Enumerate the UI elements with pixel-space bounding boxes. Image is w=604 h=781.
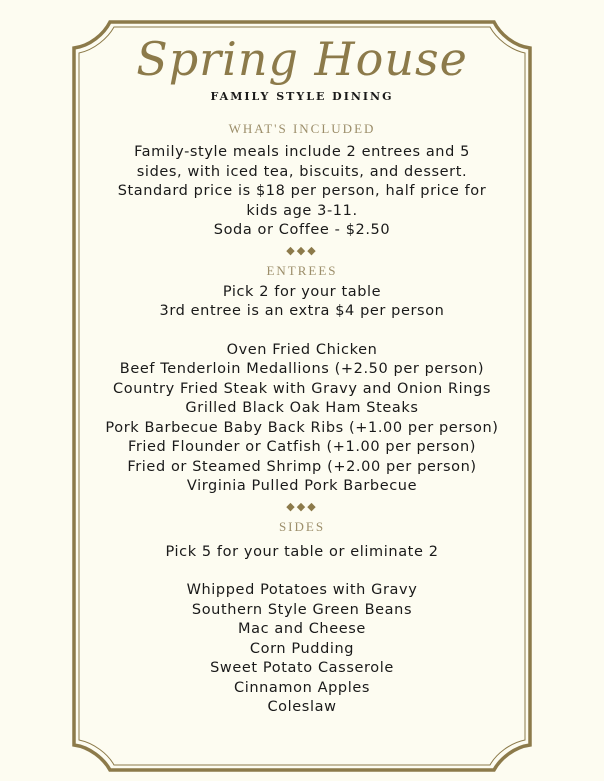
side-item: Coleslaw	[267, 699, 337, 715]
included-line: Family-style meals include 2 entrees and 5	[134, 144, 470, 160]
included-line: sides, with iced tea, biscuits, and dessert.	[136, 163, 468, 180]
entree-item: Beef Tenderloin Medallions (+2.50 per person)	[119, 361, 485, 377]
included-line: Soda or Coffee - $2.50	[213, 222, 391, 238]
menu-content	[78, 30, 526, 718]
entree-item: Oven Fried Chicken	[226, 341, 378, 358]
diamond-divider-icon: ◆◆◆	[286, 499, 318, 513]
side-item: Mac and Cheese	[238, 621, 366, 637]
section-heading-sides: SIDES	[278, 518, 326, 534]
entree-instruction: 3rd entree is an extra $4 per person	[159, 303, 445, 319]
included-line: kids age 3-11.	[246, 202, 358, 219]
entree-item: Pork Barbecue Baby Back Ribs (+1.00 per person)	[105, 419, 499, 436]
included-description	[78, 143, 526, 241]
sides-instruction: Pick 5 for your table or eliminate 2	[165, 543, 439, 560]
entrees-list	[78, 283, 526, 497]
sides-list	[78, 543, 526, 718]
side-item: Cinnamon Apples	[233, 679, 371, 696]
entree-item: Grilled Black Oak Ham Steaks	[185, 400, 419, 416]
entree-item: Fried Flounder or Catfish (+1.00 per person)	[127, 439, 477, 455]
entree-instruction: Pick 2 for your table	[222, 283, 382, 300]
side-item: Whipped Potatoes with Gravy	[186, 582, 418, 598]
entree-item: Country Fried Steak with Gravy and Onion Rings	[113, 380, 491, 397]
entree-item: Fried or Steamed Shrimp (+2.00 per person)	[127, 458, 477, 475]
side-item: Sweet Potato Casserole	[210, 660, 394, 676]
restaurant-subtitle: FAMILY STYLE DINING	[210, 90, 394, 103]
entree-item: Virginia Pulled Pork Barbecue	[186, 478, 418, 494]
included-line: Standard price is $18 per person, half price for	[117, 183, 487, 199]
section-heading-entrees: ENTREES	[266, 262, 338, 278]
side-item: Southern Style Green Beans	[191, 601, 413, 618]
diamond-divider-icon: ◆◆◆	[286, 243, 318, 257]
section-heading-included: WHAT'S INCLUDED	[228, 121, 376, 136]
side-item: Corn Pudding	[249, 640, 355, 657]
restaurant-title: Spring House	[136, 32, 468, 86]
